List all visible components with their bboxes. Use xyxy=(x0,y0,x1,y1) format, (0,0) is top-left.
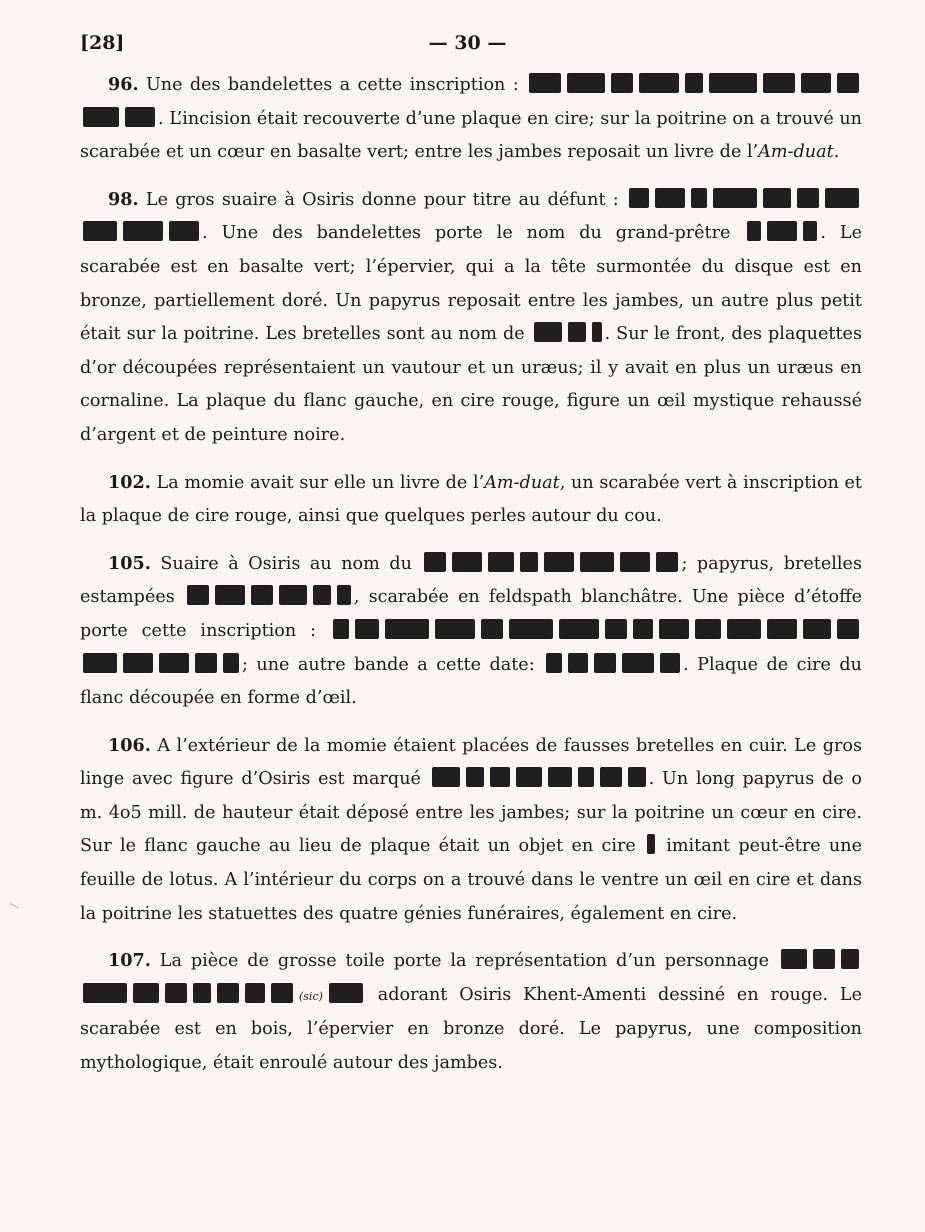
hieroglyph-icon xyxy=(628,767,646,787)
hieroglyph-icon xyxy=(83,983,127,1003)
hiero-personage-name-end-icon xyxy=(326,985,366,1005)
entry-number: 107. xyxy=(108,950,151,972)
entry-number: 102. xyxy=(108,471,151,493)
hieroglyph-icon xyxy=(245,983,265,1003)
hieroglyph-icon xyxy=(605,619,627,639)
hieroglyph-icon xyxy=(548,767,572,787)
hieroglyph-icon xyxy=(329,983,363,1003)
hieroglyph-icon xyxy=(83,221,117,241)
hieroglyph-icon xyxy=(659,619,689,639)
hieroglyph-icon xyxy=(767,619,797,639)
hieroglyph-icon xyxy=(559,619,599,639)
hieroglyph-icon xyxy=(534,322,562,342)
hieroglyph-icon xyxy=(763,188,791,208)
hieroglyph-icon xyxy=(123,653,153,673)
hieroglyph-icon xyxy=(520,552,538,572)
hieroglyph-icon xyxy=(355,619,379,639)
hieroglyph-icon xyxy=(580,552,614,572)
entry-text: Le gros suaire à Osiris donne pour titre au défunt : xyxy=(145,189,627,210)
entry-paragraph xyxy=(80,547,862,716)
hieroglyph-icon xyxy=(337,585,351,605)
entry-paragraph xyxy=(80,729,862,932)
hieroglyph-icon xyxy=(568,653,588,673)
hieroglyph-icon xyxy=(529,73,561,93)
hieroglyph-icon xyxy=(695,619,721,639)
hieroglyph-icon xyxy=(747,221,761,241)
book-title: Am-duat xyxy=(484,472,560,493)
hieroglyph-icon xyxy=(333,619,349,639)
entry-number: 106. xyxy=(108,734,151,756)
hieroglyph-icon xyxy=(125,107,155,127)
hieroglyph-icon xyxy=(727,619,761,639)
hieroglyph-icon xyxy=(709,73,757,93)
hieroglyph-icon xyxy=(841,949,859,969)
hieroglyph-icon xyxy=(685,73,703,93)
hieroglyph-icon xyxy=(825,188,859,208)
hieroglyph-icon xyxy=(781,949,807,969)
sic-note: (sic) xyxy=(299,989,323,1003)
hieroglyph-icon xyxy=(546,653,562,673)
hieroglyph-icon xyxy=(801,73,831,93)
hieroglyph-icon xyxy=(567,73,605,93)
section-number: [28] xyxy=(80,32,125,54)
hieroglyph-icon xyxy=(159,653,189,673)
hieroglyph-icon xyxy=(490,767,510,787)
hieroglyph-icon xyxy=(223,653,239,673)
hieroglyph-icon xyxy=(713,188,757,208)
entry-text: . Plaque de cire du flanc découpée en forme d’œil. xyxy=(80,654,862,709)
hieroglyph-icon xyxy=(169,221,199,241)
hieroglyph-icon xyxy=(803,619,831,639)
book-title: Am-duat xyxy=(758,142,834,163)
entry-text: . Un long papyrus de o m. 4o5 mill. de hauteur était déposé entre les jambes; sur la poitrine un cœur en cire. Sur le flanc gauche au lieu de plaque était un objet en cire xyxy=(80,769,862,857)
hieroglyph-icon xyxy=(767,221,797,241)
hieroglyph-icon xyxy=(594,653,616,673)
hiero-wax-object-icon xyxy=(644,836,658,856)
hieroglyph-icon xyxy=(313,585,331,605)
entry-text: . xyxy=(833,142,840,163)
entry-text: La momie avait sur elle un livre de l’ xyxy=(156,472,485,493)
entry-text: , un scarabée vert à inscription et la plaque de cire rouge, ainsi que quelques perles autour du cou. xyxy=(80,472,862,527)
entry-number: 105. xyxy=(108,552,151,574)
hieroglyph-icon xyxy=(797,188,819,208)
entry-text: A l’extérieur de la momie étaient placées de fausses bretelles en cuir. Le gros linge avec figure d’Osiris est marqué xyxy=(80,735,863,790)
hiero-high-priest-name-icon xyxy=(744,223,820,243)
hieroglyph-icon xyxy=(633,619,653,639)
hieroglyph-icon xyxy=(279,585,307,605)
entry-paragraph xyxy=(80,466,862,534)
hieroglyph-icon xyxy=(123,221,163,241)
entry-text: , scarabée en feldspath blanchâtre. Une pièce d’étoffe porte cette inscription : xyxy=(80,587,862,641)
hieroglyph-icon xyxy=(165,983,187,1003)
catalogue-entries xyxy=(80,68,862,1094)
hieroglyph-icon xyxy=(424,552,446,572)
hieroglyph-icon xyxy=(133,983,159,1003)
hieroglyph-icon xyxy=(481,619,503,639)
hieroglyph-icon xyxy=(568,322,586,342)
entry-paragraph xyxy=(80,68,862,170)
hieroglyph-icon xyxy=(600,767,622,787)
hieroglyph-icon xyxy=(466,767,484,787)
hieroglyph-icon xyxy=(217,983,239,1003)
entry-text: Une des bandelettes a cette inscription : xyxy=(145,75,526,95)
hieroglyph-icon xyxy=(837,619,859,639)
hieroglyph-icon xyxy=(83,653,117,673)
hieroglyph-icon xyxy=(620,552,650,572)
hieroglyph-icon xyxy=(660,653,680,673)
hieroglyph-icon xyxy=(187,585,209,605)
entry-text: . Le scarabée est en basalte vert; l’épervier, qui a la tête surmontée du disque est en bronze, partiellement doré. Un papyrus reposait entre les jambes, un autre plus petit était sur la poitrine. Les bretelles sont au nom de xyxy=(80,223,863,345)
hieroglyph-icon xyxy=(655,188,685,208)
hieroglyph-icon xyxy=(629,188,649,208)
entry-text: . L’incision était recouverte d’une plaque en cire; sur la poitrine on a trouvé un scarabée et un cœur en basalte vert; entre les jambes reposait un livre de l’ xyxy=(80,108,862,163)
hieroglyph-icon xyxy=(435,619,475,639)
page-number: — 30 — xyxy=(428,32,507,54)
hieroglyph-icon xyxy=(647,834,655,854)
entry-text: Suaire à Osiris au nom du xyxy=(160,553,422,574)
hieroglyph-icon xyxy=(385,619,429,639)
hieroglyph-icon xyxy=(803,221,817,241)
entry-text: ; une autre bande a cette date: xyxy=(242,654,544,675)
hieroglyph-icon xyxy=(488,552,514,572)
hieroglyph-icon xyxy=(251,585,273,605)
hiero-date-icon xyxy=(543,655,683,675)
hieroglyph-icon xyxy=(516,767,542,787)
hieroglyph-icon xyxy=(195,653,217,673)
hieroglyph-icon xyxy=(592,322,602,342)
hieroglyph-icon xyxy=(432,767,460,787)
hieroglyph-icon xyxy=(215,585,245,605)
hiero-bretelles-name-icon xyxy=(531,324,605,344)
hieroglyph-icon xyxy=(578,767,594,787)
hieroglyph-icon xyxy=(193,983,211,1003)
hieroglyph-icon xyxy=(763,73,795,93)
entry-text: adorant Osiris Khent-Amenti dessiné en rouge. Le scarabée est en bois, l’épervier en bronze doré. Le papyrus, une composition mythologique, était enroulé autour des jambes. xyxy=(80,984,862,1074)
hieroglyph-icon xyxy=(837,73,859,93)
hieroglyph-icon xyxy=(509,619,553,639)
entry-text: . Une des bandelettes porte le nom du grand-prêtre xyxy=(202,223,745,244)
scan-smudge xyxy=(7,903,19,914)
hiero-linen-mark-icon xyxy=(429,769,649,789)
entry-number: 96. xyxy=(108,74,139,95)
hieroglyph-icon xyxy=(622,653,654,673)
hieroglyph-icon xyxy=(611,73,633,93)
hieroglyph-icon xyxy=(83,107,119,127)
entry-paragraph xyxy=(80,183,862,453)
hieroglyph-icon xyxy=(691,188,707,208)
entry-text: ; papyrus, bretelles estampées xyxy=(80,553,862,608)
entry-number: 98. xyxy=(108,188,139,210)
hieroglyph-icon xyxy=(639,73,679,93)
hiero-bretelles-105-icon xyxy=(184,587,354,607)
hieroglyph-icon xyxy=(656,552,678,572)
entry-text: imitant peut-être une feuille de lotus. A l’intérieur du corps on a trouvé dans le ventre un œil en cire et dans la poitrine les statuettes des quatre génies funéraires, également en cire. xyxy=(80,836,862,924)
hieroglyph-icon xyxy=(271,983,293,1003)
hieroglyph-icon xyxy=(544,552,574,572)
page-header xyxy=(80,32,855,62)
hieroglyph-icon xyxy=(452,552,482,572)
entry-text: . Sur le front, des plaquettes d’or découpées représentaient un vautour et un uræus; il y avait en plus un uræus en cornaline. La plaque du flanc gauche, en cire rouge, figure un œil mystique rehaussé d’argent et de peinture noire. xyxy=(80,324,862,445)
hiero-name-105-icon xyxy=(421,554,681,574)
entry-text: La pièce de grosse toile porte la représentation d’un personnage xyxy=(159,951,778,972)
entry-paragraph xyxy=(80,944,862,1080)
hieroglyph-icon xyxy=(813,949,835,969)
